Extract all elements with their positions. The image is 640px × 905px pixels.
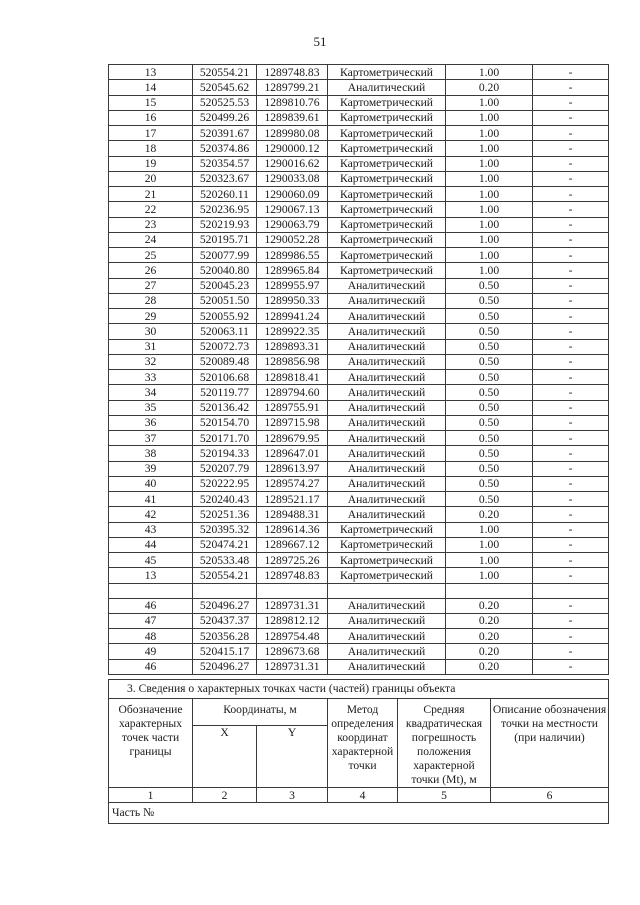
description-cell: - — [533, 431, 609, 446]
x-coordinate-cell: 520525.53 — [193, 95, 257, 110]
y-coordinate-cell: 1289613.97 — [257, 461, 328, 476]
coordinate-row — [109, 583, 609, 598]
accuracy-cell: 0.50 — [446, 492, 533, 507]
y-coordinate-cell: 1290063.79 — [257, 217, 328, 232]
description-cell: - — [533, 568, 609, 583]
method-cell: Аналитический — [328, 446, 446, 461]
column-index: 1 — [109, 788, 193, 803]
description-cell: - — [533, 232, 609, 247]
column-index: 3 — [257, 788, 328, 803]
y-coordinate-cell: 1289980.08 — [257, 126, 328, 141]
y-coordinate-cell: 1289754.48 — [257, 629, 328, 644]
point-number-cell: 36 — [109, 415, 193, 430]
x-coordinate-cell: 520195.71 — [193, 232, 257, 247]
x-coordinate-cell: 520063.11 — [193, 324, 257, 339]
y-coordinate-cell: 1289673.68 — [257, 644, 328, 659]
coordinate-row — [109, 385, 609, 400]
x-coordinate-cell: 520437.37 — [193, 613, 257, 628]
coordinate-row — [109, 446, 609, 461]
method-cell: Аналитический — [328, 431, 446, 446]
method-cell: Картометрический — [328, 141, 446, 156]
method-cell: Аналитический — [328, 370, 446, 385]
accuracy-cell: 0.50 — [446, 278, 533, 293]
coordinate-row — [109, 110, 609, 125]
accuracy-cell: 1.00 — [446, 217, 533, 232]
method-cell: Аналитический — [328, 598, 446, 613]
point-number-cell: 45 — [109, 553, 193, 568]
description-cell: - — [533, 644, 609, 659]
point-number-cell: 40 — [109, 476, 193, 491]
accuracy-cell: 1.00 — [446, 202, 533, 217]
accuracy-cell: 0.20 — [446, 613, 533, 628]
y-coordinate-cell: 1289818.41 — [257, 370, 328, 385]
method-cell: Аналитический — [328, 324, 446, 339]
y-coordinate-cell: 1289647.01 — [257, 446, 328, 461]
coordinate-row — [109, 553, 609, 568]
method-cell: Аналитический — [328, 385, 446, 400]
coordinate-row — [109, 248, 609, 263]
y-coordinate-cell: 1289731.31 — [257, 598, 328, 613]
accuracy-cell: 0.50 — [446, 293, 533, 308]
method-cell: Аналитический — [328, 354, 446, 369]
point-number-cell: 38 — [109, 446, 193, 461]
method-cell — [328, 583, 446, 598]
point-number-cell: 19 — [109, 156, 193, 171]
accuracy-cell: 1.00 — [446, 141, 533, 156]
point-number-cell: 35 — [109, 400, 193, 415]
method-cell: Аналитический — [328, 293, 446, 308]
description-cell: - — [533, 385, 609, 400]
column-index: 5 — [398, 788, 491, 803]
y-coordinate-cell: 1289748.83 — [257, 568, 328, 583]
method-cell: Картометрический — [328, 537, 446, 552]
accuracy-cell: 0.50 — [446, 370, 533, 385]
y-coordinate-cell: 1289574.27 — [257, 476, 328, 491]
y-coordinate-cell: 1289614.36 — [257, 522, 328, 537]
coordinate-row — [109, 507, 609, 522]
y-coordinate-cell: 1289965.84 — [257, 263, 328, 278]
x-coordinate-cell: 520260.11 — [193, 187, 257, 202]
method-cell: Аналитический — [328, 629, 446, 644]
point-number-cell — [109, 583, 193, 598]
point-number-cell: 17 — [109, 126, 193, 141]
coordinate-row — [109, 598, 609, 613]
point-number-cell: 22 — [109, 202, 193, 217]
point-number-cell: 30 — [109, 324, 193, 339]
accuracy-cell: 1.00 — [446, 65, 533, 80]
description-cell: - — [533, 65, 609, 80]
coordinate-row — [109, 293, 609, 308]
part-label: Часть № — [109, 803, 609, 824]
accuracy-cell: 1.00 — [446, 95, 533, 110]
coordinate-row — [109, 644, 609, 659]
header-accuracy: Средняя квадратическая погрешность положения характерной точки (Mt), м — [398, 699, 491, 788]
accuracy-cell: 1.00 — [446, 522, 533, 537]
section3-table — [108, 679, 609, 824]
description-cell: - — [533, 522, 609, 537]
x-coordinate-cell: 520240.43 — [193, 492, 257, 507]
description-cell: - — [533, 553, 609, 568]
y-coordinate-cell: 1289667.12 — [257, 537, 328, 552]
description-cell — [533, 583, 609, 598]
accuracy-cell: 0.50 — [446, 354, 533, 369]
point-number-cell: 14 — [109, 80, 193, 95]
method-cell: Картометрический — [328, 171, 446, 186]
point-number-cell: 13 — [109, 65, 193, 80]
description-cell: - — [533, 492, 609, 507]
y-coordinate-cell: 1290033.08 — [257, 171, 328, 186]
y-coordinate-cell: 1289856.98 — [257, 354, 328, 369]
coordinate-row — [109, 339, 609, 354]
point-number-cell: 37 — [109, 431, 193, 446]
description-cell: - — [533, 217, 609, 232]
x-coordinate-cell: 520040.80 — [193, 263, 257, 278]
x-coordinate-cell: 520415.17 — [193, 644, 257, 659]
point-number-cell: 34 — [109, 385, 193, 400]
accuracy-cell: 1.00 — [446, 110, 533, 125]
coordinate-row — [109, 522, 609, 537]
description-cell: - — [533, 95, 609, 110]
method-cell: Картометрический — [328, 95, 446, 110]
coordinate-row — [109, 156, 609, 171]
coordinate-row — [109, 309, 609, 324]
coordinate-row — [109, 217, 609, 232]
x-coordinate-cell: 520222.95 — [193, 476, 257, 491]
method-cell: Картометрический — [328, 156, 446, 171]
accuracy-cell: 0.20 — [446, 598, 533, 613]
y-coordinate-cell: 1289810.76 — [257, 95, 328, 110]
description-cell: - — [533, 461, 609, 476]
point-number-cell: 48 — [109, 629, 193, 644]
description-cell: - — [533, 141, 609, 156]
method-cell: Аналитический — [328, 278, 446, 293]
accuracy-cell: 1.00 — [446, 126, 533, 141]
y-coordinate-cell: 1290067.13 — [257, 202, 328, 217]
coordinate-row — [109, 126, 609, 141]
method-cell: Картометрический — [328, 217, 446, 232]
coordinate-row — [109, 415, 609, 430]
y-coordinate-cell — [257, 583, 328, 598]
description-cell: - — [533, 476, 609, 491]
description-cell: - — [533, 278, 609, 293]
accuracy-cell: 0.20 — [446, 80, 533, 95]
x-coordinate-cell: 520089.48 — [193, 354, 257, 369]
coordinate-row — [109, 431, 609, 446]
point-number-cell: 26 — [109, 263, 193, 278]
coordinate-row — [109, 65, 609, 80]
coordinate-row — [109, 80, 609, 95]
x-coordinate-cell: 520154.70 — [193, 415, 257, 430]
x-coordinate-cell: 520194.33 — [193, 446, 257, 461]
description-cell: - — [533, 248, 609, 263]
point-number-cell: 46 — [109, 659, 193, 674]
accuracy-cell: 1.00 — [446, 156, 533, 171]
description-cell: - — [533, 354, 609, 369]
point-number-cell: 31 — [109, 339, 193, 354]
coordinate-row — [109, 370, 609, 385]
method-cell: Аналитический — [328, 507, 446, 522]
header-point-designation: Обозначение характерных точек части границы — [109, 699, 193, 788]
method-cell: Картометрический — [328, 126, 446, 141]
accuracy-cell: 0.50 — [446, 431, 533, 446]
x-coordinate-cell: 520219.93 — [193, 217, 257, 232]
coordinate-row — [109, 95, 609, 110]
x-coordinate-cell: 520354.57 — [193, 156, 257, 171]
y-coordinate-cell: 1289731.31 — [257, 659, 328, 674]
method-cell: Аналитический — [328, 492, 446, 507]
y-coordinate-cell: 1289725.26 — [257, 553, 328, 568]
point-number-cell: 44 — [109, 537, 193, 552]
x-coordinate-cell: 520554.21 — [193, 568, 257, 583]
method-cell: Картометрический — [328, 522, 446, 537]
description-cell: - — [533, 400, 609, 415]
description-cell: - — [533, 126, 609, 141]
coordinate-row — [109, 492, 609, 507]
coordinate-row — [109, 354, 609, 369]
description-cell: - — [533, 156, 609, 171]
x-coordinate-cell: 520391.67 — [193, 126, 257, 141]
accuracy-cell: 0.50 — [446, 339, 533, 354]
method-cell: Картометрический — [328, 553, 446, 568]
description-cell: - — [533, 613, 609, 628]
x-coordinate-cell: 520499.26 — [193, 110, 257, 125]
description-cell: - — [533, 187, 609, 202]
accuracy-cell: 0.50 — [446, 476, 533, 491]
description-cell: - — [533, 629, 609, 644]
y-coordinate-cell: 1290060.09 — [257, 187, 328, 202]
y-coordinate-cell: 1289799.21 — [257, 80, 328, 95]
method-cell: Аналитический — [328, 613, 446, 628]
x-coordinate-cell: 520474.21 — [193, 537, 257, 552]
header-x: X — [193, 725, 257, 787]
accuracy-cell: 0.20 — [446, 629, 533, 644]
x-coordinate-cell: 520119.77 — [193, 385, 257, 400]
description-cell: - — [533, 370, 609, 385]
y-coordinate-cell: 1290052.28 — [257, 232, 328, 247]
coordinate-row — [109, 324, 609, 339]
description-cell: - — [533, 293, 609, 308]
x-coordinate-cell: 520236.95 — [193, 202, 257, 217]
accuracy-cell: 0.20 — [446, 659, 533, 674]
method-cell: Аналитический — [328, 659, 446, 674]
description-cell: - — [533, 324, 609, 339]
accuracy-cell: 1.00 — [446, 568, 533, 583]
y-coordinate-cell: 1289812.12 — [257, 613, 328, 628]
method-cell: Картометрический — [328, 568, 446, 583]
method-cell: Картометрический — [328, 248, 446, 263]
description-cell: - — [533, 446, 609, 461]
method-cell: Аналитический — [328, 339, 446, 354]
x-coordinate-cell: 520356.28 — [193, 629, 257, 644]
method-cell: Аналитический — [328, 80, 446, 95]
description-cell: - — [533, 339, 609, 354]
x-coordinate-cell: 520051.50 — [193, 293, 257, 308]
accuracy-cell: 1.00 — [446, 187, 533, 202]
coordinate-row — [109, 171, 609, 186]
x-coordinate-cell: 520496.27 — [193, 598, 257, 613]
accuracy-cell: 1.00 — [446, 553, 533, 568]
y-coordinate-cell: 1289950.33 — [257, 293, 328, 308]
y-coordinate-cell: 1289488.31 — [257, 507, 328, 522]
column-index: 2 — [193, 788, 257, 803]
x-coordinate-cell: 520496.27 — [193, 659, 257, 674]
description-cell: - — [533, 309, 609, 324]
description-cell: - — [533, 507, 609, 522]
point-number-cell: 29 — [109, 309, 193, 324]
y-coordinate-cell: 1289748.83 — [257, 65, 328, 80]
point-number-cell: 24 — [109, 232, 193, 247]
description-cell: - — [533, 415, 609, 430]
description-cell: - — [533, 263, 609, 278]
section3-title: 3. Сведения о характерных точках части (частей) границы объекта — [109, 680, 609, 699]
y-coordinate-cell: 1289839.61 — [257, 110, 328, 125]
x-coordinate-cell: 520072.73 — [193, 339, 257, 354]
point-number-cell: 41 — [109, 492, 193, 507]
accuracy-cell — [446, 583, 533, 598]
coordinate-row — [109, 232, 609, 247]
y-coordinate-cell: 1289893.31 — [257, 339, 328, 354]
accuracy-cell: 0.50 — [446, 324, 533, 339]
page-number: 51 — [313, 34, 327, 49]
y-coordinate-cell: 1290016.62 — [257, 156, 328, 171]
method-cell: Картометрический — [328, 65, 446, 80]
coordinate-row — [109, 461, 609, 476]
coordinate-row — [109, 537, 609, 552]
y-coordinate-cell: 1289679.95 — [257, 431, 328, 446]
y-coordinate-cell: 1289955.97 — [257, 278, 328, 293]
point-number-cell: 18 — [109, 141, 193, 156]
accuracy-cell: 1.00 — [446, 232, 533, 247]
coordinate-row — [109, 400, 609, 415]
header-description: Описание обозначения точки на местности (при наличии) — [491, 699, 609, 788]
y-coordinate-cell: 1290000.12 — [257, 141, 328, 156]
point-number-cell: 32 — [109, 354, 193, 369]
x-coordinate-cell: 520171.70 — [193, 431, 257, 446]
accuracy-cell: 0.20 — [446, 507, 533, 522]
accuracy-cell: 1.00 — [446, 248, 533, 263]
x-coordinate-cell: 520323.67 — [193, 171, 257, 186]
header-coordinates: Координаты, м — [193, 699, 328, 726]
point-number-cell: 47 — [109, 613, 193, 628]
point-number-cell: 46 — [109, 598, 193, 613]
point-number-cell: 33 — [109, 370, 193, 385]
x-coordinate-cell: 520554.21 — [193, 65, 257, 80]
accuracy-cell: 1.00 — [446, 537, 533, 552]
accuracy-cell: 1.00 — [446, 171, 533, 186]
y-coordinate-cell: 1289794.60 — [257, 385, 328, 400]
column-index: 4 — [328, 788, 398, 803]
accuracy-cell: 0.50 — [446, 461, 533, 476]
x-coordinate-cell: 520207.79 — [193, 461, 257, 476]
x-coordinate-cell: 520395.32 — [193, 522, 257, 537]
point-number-cell: 49 — [109, 644, 193, 659]
coordinate-row — [109, 568, 609, 583]
description-cell: - — [533, 80, 609, 95]
point-number-cell: 15 — [109, 95, 193, 110]
y-coordinate-cell: 1289715.98 — [257, 415, 328, 430]
point-number-cell: 21 — [109, 187, 193, 202]
description-cell: - — [533, 110, 609, 125]
point-number-cell: 23 — [109, 217, 193, 232]
method-cell: Аналитический — [328, 461, 446, 476]
accuracy-cell: 0.50 — [446, 415, 533, 430]
x-coordinate-cell: 520251.36 — [193, 507, 257, 522]
point-number-cell: 43 — [109, 522, 193, 537]
accuracy-cell: 0.50 — [446, 446, 533, 461]
method-cell: Картометрический — [328, 263, 446, 278]
method-cell: Аналитический — [328, 400, 446, 415]
method-cell: Аналитический — [328, 476, 446, 491]
y-coordinate-cell: 1289755.91 — [257, 400, 328, 415]
description-cell: - — [533, 537, 609, 552]
method-cell: Аналитический — [328, 644, 446, 659]
coordinate-row — [109, 187, 609, 202]
accuracy-cell: 0.50 — [446, 385, 533, 400]
header-method: Метод определения координат характерной точки — [328, 699, 398, 788]
coordinate-row — [109, 476, 609, 491]
x-coordinate-cell: 520055.92 — [193, 309, 257, 324]
accuracy-cell: 1.00 — [446, 263, 533, 278]
method-cell: Картометрический — [328, 202, 446, 217]
coordinate-row — [109, 278, 609, 293]
header-y: Y — [257, 725, 328, 787]
column-index: 6 — [491, 788, 609, 803]
coordinate-row — [109, 613, 609, 628]
accuracy-cell: 0.50 — [446, 309, 533, 324]
coordinate-row — [109, 263, 609, 278]
y-coordinate-cell: 1289922.35 — [257, 324, 328, 339]
description-cell: - — [533, 598, 609, 613]
x-coordinate-cell: 520136.42 — [193, 400, 257, 415]
x-coordinate-cell: 520545.62 — [193, 80, 257, 95]
coordinate-row — [109, 629, 609, 644]
x-coordinate-cell: 520077.99 — [193, 248, 257, 263]
x-coordinate-cell: 520533.48 — [193, 553, 257, 568]
x-coordinate-cell — [193, 583, 257, 598]
method-cell: Аналитический — [328, 415, 446, 430]
method-cell: Картометрический — [328, 110, 446, 125]
y-coordinate-cell: 1289986.55 — [257, 248, 328, 263]
description-cell: - — [533, 659, 609, 674]
point-number-cell: 20 — [109, 171, 193, 186]
accuracy-cell: 0.50 — [446, 400, 533, 415]
point-number-cell: 13 — [109, 568, 193, 583]
y-coordinate-cell: 1289521.17 — [257, 492, 328, 507]
coordinates-table — [108, 64, 609, 675]
coordinate-row — [109, 141, 609, 156]
method-cell: Картометрический — [328, 232, 446, 247]
coordinate-row — [109, 202, 609, 217]
point-number-cell: 16 — [109, 110, 193, 125]
method-cell: Аналитический — [328, 309, 446, 324]
point-number-cell: 42 — [109, 507, 193, 522]
method-cell: Картометрический — [328, 187, 446, 202]
x-coordinate-cell: 520045.23 — [193, 278, 257, 293]
description-cell: - — [533, 171, 609, 186]
description-cell: - — [533, 202, 609, 217]
point-number-cell: 39 — [109, 461, 193, 476]
point-number-cell: 25 — [109, 248, 193, 263]
x-coordinate-cell: 520106.68 — [193, 370, 257, 385]
accuracy-cell: 0.20 — [446, 644, 533, 659]
x-coordinate-cell: 520374.86 — [193, 141, 257, 156]
y-coordinate-cell: 1289941.24 — [257, 309, 328, 324]
coordinate-row — [109, 659, 609, 674]
point-number-cell: 27 — [109, 278, 193, 293]
point-number-cell: 28 — [109, 293, 193, 308]
